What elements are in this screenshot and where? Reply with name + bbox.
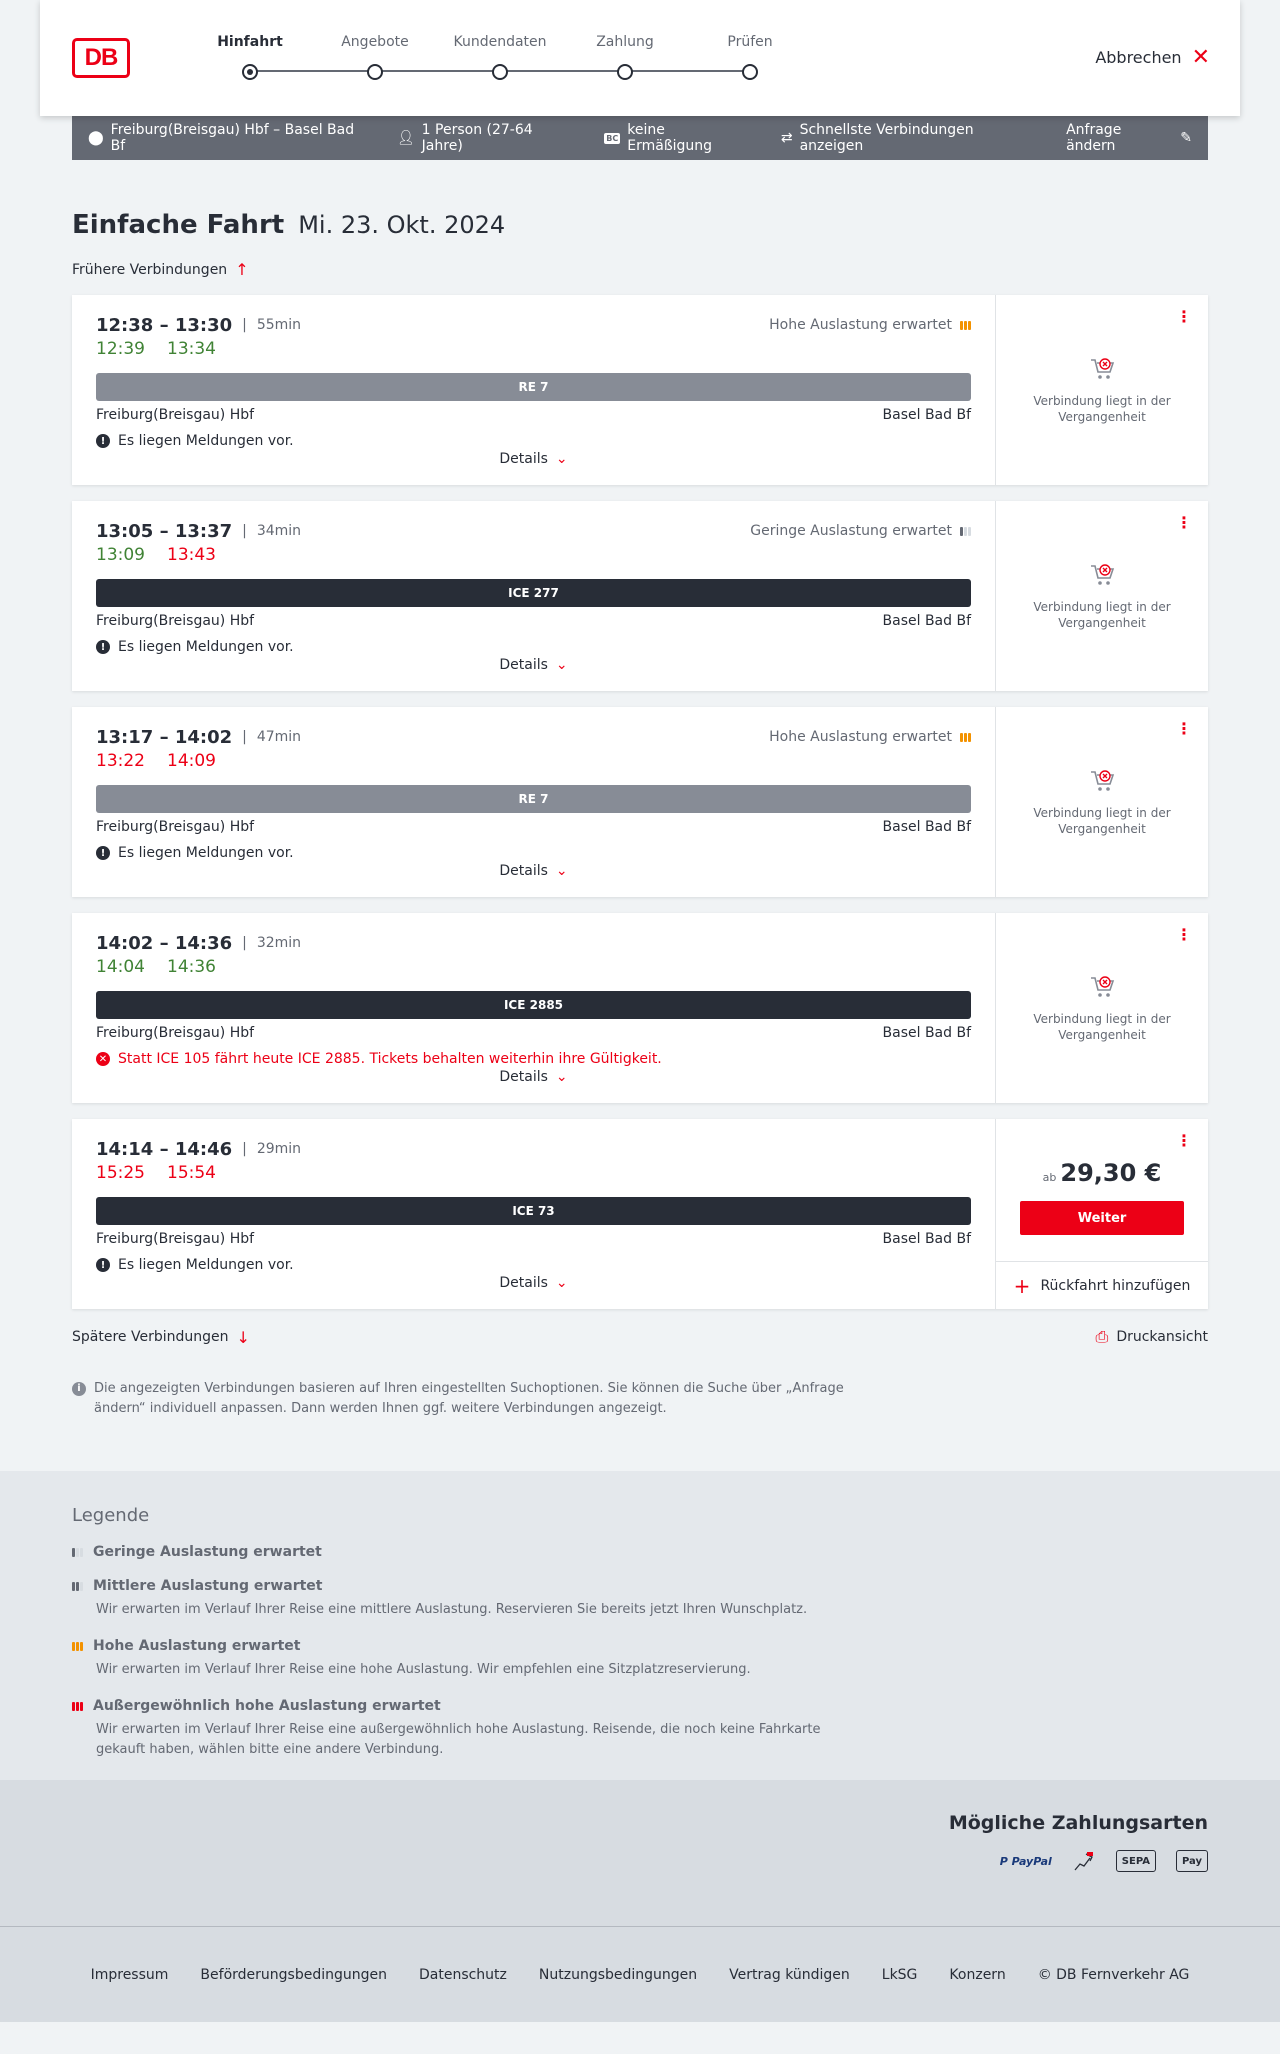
arrow-down-icon: ↓ <box>236 1327 250 1347</box>
legend-item <box>72 1698 1208 1760</box>
step-label: Hinfahrt <box>217 34 283 50</box>
cart-disabled-icon <box>1088 355 1116 383</box>
discount-text: keine Ermäßigung <box>627 122 713 154</box>
later-label: Spätere Verbindungen <box>72 1329 229 1345</box>
high-load-icon <box>960 321 971 330</box>
payment-methods <box>0 1780 1280 1926</box>
connection-card <box>72 501 1208 691</box>
payment-icons <box>72 1850 1208 1872</box>
duration: 55min <box>256 317 302 333</box>
high-load-icon <box>960 733 971 742</box>
chevron-down-icon: ⌄ <box>555 1275 568 1291</box>
from-station: Freiburg(Breisgau) Hbf <box>96 1231 255 1247</box>
step-dot <box>492 64 508 80</box>
footer-link-vertrag-kuendigen[interactable]: Vertrag kündigen <box>729 1966 850 1983</box>
separator: | <box>242 317 247 333</box>
chevron-down-icon: ⌄ <box>555 657 568 673</box>
from-station: Freiburg(Breisgau) Hbf <box>96 819 255 835</box>
details-toggle[interactable] <box>72 451 995 467</box>
step-label: Angebote <box>341 34 409 50</box>
exclamation-icon: ! <box>96 640 110 654</box>
step-dot <box>367 64 383 80</box>
planned-times: 14:14 – 14:46 <box>96 1138 233 1160</box>
header <box>0 0 1280 116</box>
footer-link-befoerderungsbedingungen[interactable]: Beförderungsbedingungen <box>200 1966 387 1983</box>
legend-head <box>72 1544 1208 1560</box>
cart-disabled-icon <box>1088 767 1116 795</box>
step-label: Prüfen <box>727 34 773 50</box>
booking-panel <box>996 707 1208 897</box>
route-info <box>88 122 367 154</box>
exceptional-load-icon <box>72 1702 83 1711</box>
connection-card <box>72 295 1208 485</box>
details-label: Details <box>499 863 548 879</box>
swap-arrows-icon: ⇄ <box>780 130 793 146</box>
location-pin-icon: ⬤ <box>88 130 104 146</box>
printer-icon: ⎙ <box>1095 1327 1109 1346</box>
discount-info <box>604 122 751 154</box>
db-logo[interactable]: DB <box>72 38 130 78</box>
more-options-icon[interactable]: ⋮ <box>1176 1131 1192 1150</box>
chevron-down-icon: ⌄ <box>555 451 568 467</box>
message <box>96 843 971 863</box>
plus-icon: + <box>1013 1273 1031 1298</box>
traveller-text: 1 Person (27-64 Jahre) <box>421 122 533 154</box>
separator: | <box>242 1141 247 1157</box>
footer <box>0 1926 1280 2022</box>
time-row <box>96 1137 971 1161</box>
fastest-info <box>781 122 1036 154</box>
to-station: Basel Bad Bf <box>882 613 971 629</box>
train-bar: ICE 2885 <box>96 991 971 1019</box>
print-view-link[interactable] <box>1096 1327 1208 1347</box>
footer-link-konzern[interactable]: Konzern <box>949 1966 1006 1983</box>
from-station: Freiburg(Breisgau) Hbf <box>96 407 255 423</box>
realtime-departure: 15:25 <box>96 1163 145 1183</box>
connection-card <box>72 1119 1208 1309</box>
realtime-arrival: 13:43 <box>167 545 216 565</box>
header-bar <box>40 0 1240 116</box>
details-toggle[interactable] <box>72 657 995 673</box>
low-load-icon <box>960 527 971 536</box>
message <box>96 637 971 657</box>
separator: | <box>242 523 247 539</box>
booking-panel <box>996 1119 1208 1309</box>
legend-head <box>72 1578 1208 1594</box>
message <box>96 431 971 451</box>
booking-panel <box>996 295 1208 485</box>
connection-card <box>72 913 1208 1103</box>
connection-info <box>72 913 996 1103</box>
step-label: Zahlung <box>596 34 654 50</box>
step-pruefen <box>682 34 818 80</box>
step-label: Kundendaten <box>453 34 547 50</box>
trip-date: Mi. 23. Okt. 2024 <box>298 211 506 239</box>
past-notice <box>996 355 1208 425</box>
exclamation-icon: ! <box>96 1258 110 1272</box>
realtime-arrival: 15:54 <box>167 1163 216 1183</box>
connection-info <box>72 501 996 691</box>
alert-message <box>96 1049 971 1069</box>
details-label: Details <box>499 451 548 467</box>
more-options-icon[interactable]: ⋮ <box>1176 513 1192 532</box>
train-bar: ICE 73 <box>96 1197 971 1225</box>
message-text: Es liegen Meldungen vor. <box>118 433 294 449</box>
legend-head <box>72 1698 1208 1714</box>
page-title <box>72 210 1208 240</box>
footer-link-datenschutz[interactable]: Datenschutz <box>418 1966 507 1983</box>
load-text: Hohe Auslastung erwartet <box>769 317 952 333</box>
load-indicator <box>769 729 971 745</box>
later-connections-link[interactable] <box>72 1327 250 1347</box>
legend-item <box>72 1638 1208 1680</box>
legend-head-text: Außergewöhnlich hohe Auslastung erwartet <box>93 1698 441 1714</box>
realtime-row <box>96 339 971 361</box>
duration: 34min <box>256 523 302 539</box>
legend-title: Legende <box>72 1505 150 1526</box>
realtime-departure: 14:04 <box>96 957 145 977</box>
legend-head-text: Hohe Auslastung erwartet <box>93 1638 301 1654</box>
legend-desc: Wir erwarten im Verlauf Ihrer Reise eine mittlere Auslastung. Reservieren Sie bereits jetzt Ihren Wunschplatz. <box>96 1602 808 1617</box>
planned-times: 13:05 – 13:37 <box>96 520 233 542</box>
load-indicator <box>769 317 971 333</box>
legend-head <box>72 1638 1208 1654</box>
connection-info <box>72 707 996 897</box>
paypal-icon: P PayPal <box>999 1854 1052 1868</box>
payments-title: Mögliche Zahlungsarten <box>948 1812 1208 1834</box>
legend-head-text: Geringe Auslastung erwartet <box>93 1544 322 1560</box>
credit-card-hand-icon <box>1072 1850 1096 1872</box>
abort-label: Abbrechen <box>1095 48 1182 67</box>
exclamation-icon: ! <box>96 846 110 860</box>
return-label: Rückfahrt hinzufügen <box>1040 1277 1191 1294</box>
separator: | <box>242 935 247 951</box>
high-load-icon <box>72 1642 83 1651</box>
details-label: Details <box>499 1275 548 1291</box>
train-bar: RE 7 <box>96 373 971 401</box>
message-text: Statt ICE 105 fährt heute ICE 2885. Tickets behalten weiterhin ihre Gültigkeit. <box>118 1051 662 1067</box>
person-icon: 👤︎ <box>396 130 415 146</box>
price: 29,30 € <box>1060 1159 1162 1187</box>
duration: 29min <box>256 1141 302 1157</box>
fastest-text: Schnellste Verbindungen anzeigen <box>799 122 974 154</box>
pencil-icon: ✎ <box>1180 130 1193 146</box>
price-prefix: ab <box>1042 1171 1057 1184</box>
footer-link-nutzungsbedingungen[interactable]: Nutzungsbedingungen <box>538 1966 698 1983</box>
low-load-icon <box>72 1548 83 1557</box>
details-label: Details <box>499 1069 548 1085</box>
more-options-icon[interactable]: ⋮ <box>1176 307 1192 326</box>
realtime-arrival: 14:36 <box>167 957 216 977</box>
details-toggle[interactable] <box>72 863 995 879</box>
connection-list <box>72 295 1208 1309</box>
legend-desc: Wir erwarten im Verlauf Ihrer Reise eine außergewöhnlich hohe Auslastung. Reisende, die noch keine Fahrkarte gekauft haben, wählen bitte eine andere Verbindung. <box>96 1722 821 1757</box>
step-angebote <box>307 34 443 80</box>
footer-link-lksg[interactable]: LkSG <box>881 1966 918 1983</box>
legend-head-text: Mittlere Auslastung erwartet <box>93 1578 323 1594</box>
from-station: Freiburg(Breisgau) Hbf <box>96 613 255 629</box>
earlier-label: Frühere Verbindungen <box>72 261 228 278</box>
arrow-up-icon: ↑ <box>235 260 249 279</box>
add-return-trip-button[interactable] <box>996 1261 1208 1309</box>
stations <box>96 613 971 633</box>
booking-panel <box>996 501 1208 691</box>
stations <box>96 407 971 427</box>
time-row <box>96 931 971 955</box>
time-row <box>96 725 971 749</box>
train-bar: ICE 277 <box>96 579 971 607</box>
past-text: Verbindung liegt in der Vergangenheit <box>1033 806 1171 836</box>
print-label: Druckansicht <box>1116 1329 1208 1345</box>
message-text: Es liegen Meldungen vor. <box>118 1257 294 1273</box>
legend-desc: Wir erwarten im Verlauf Ihrer Reise eine hohe Auslastung. Wir empfehlen eine Sitzplatzreservierung. <box>96 1662 751 1677</box>
message-text: Es liegen Meldungen vor. <box>118 845 294 861</box>
to-station: Basel Bad Bf <box>882 407 971 423</box>
traveller-info <box>397 122 574 154</box>
cart-disabled-icon <box>1088 973 1116 1001</box>
trip-type: Einfache Fahrt <box>72 210 285 240</box>
close-icon: ✕ <box>1191 44 1210 70</box>
info-icon: i <box>72 1382 86 1396</box>
planned-times: 14:02 – 14:36 <box>96 932 233 954</box>
change-request-button[interactable] <box>1066 122 1192 154</box>
sepa-icon: SEPA <box>1116 1850 1156 1872</box>
apple-pay-icon: Pay <box>1176 1850 1208 1872</box>
train-bar: RE 7 <box>96 785 971 813</box>
from-station: Freiburg(Breisgau) Hbf <box>96 1025 255 1041</box>
message-text: Es liegen Meldungen vor. <box>118 639 294 655</box>
realtime-departure: 13:22 <box>96 751 145 771</box>
past-notice <box>996 561 1208 631</box>
to-station: Basel Bad Bf <box>882 819 971 835</box>
realtime-row <box>96 1163 971 1185</box>
more-options-icon[interactable]: ⋮ <box>1176 719 1192 738</box>
realtime-row <box>96 751 971 773</box>
change-request-label: Anfrage ändern <box>1066 122 1122 154</box>
stations <box>96 1025 971 1045</box>
step-zahlung <box>557 34 693 80</box>
earlier-connections-link[interactable] <box>72 260 1208 279</box>
load-text: Geringe Auslastung erwartet <box>750 523 952 539</box>
step-kundendaten <box>432 34 568 80</box>
to-station: Basel Bad Bf <box>882 1025 971 1041</box>
step-dot <box>742 64 758 80</box>
legend-item <box>72 1544 1208 1560</box>
continue-button[interactable]: Weiter <box>1020 1201 1184 1235</box>
time-row <box>96 313 971 337</box>
bahncard-icon: BC <box>606 133 619 143</box>
note-text: Die angezeigten Verbindungen basieren auf Ihren eingestellten Suchoptionen. Sie können die Suche über „Anfrage ändern“ individuell anpassen. Dann werden Ihnen ggf. weitere Verbindungen angezeigt. <box>94 1381 844 1416</box>
load-text: Hohe Auslastung erwartet <box>769 729 952 745</box>
realtime-arrival: 14:09 <box>167 751 216 771</box>
footer-copyright: © DB Fernverkehr AG <box>1037 1966 1190 1983</box>
list-footer <box>72 1327 1208 1347</box>
step-dot <box>242 64 258 80</box>
progress-stepper <box>182 34 822 84</box>
duration: 47min <box>256 729 302 745</box>
duration: 32min <box>256 935 302 951</box>
realtime-row <box>96 957 971 979</box>
planned-times: 12:38 – 13:30 <box>96 314 233 336</box>
time-row <box>96 519 971 543</box>
main-content <box>72 210 1208 1419</box>
stations <box>96 819 971 839</box>
to-station: Basel Bad Bf <box>882 1231 971 1247</box>
legend-item <box>72 1578 1208 1620</box>
error-x-icon: ✕ <box>96 1052 110 1066</box>
chevron-down-icon: ⌄ <box>555 863 568 879</box>
separator: | <box>242 729 247 745</box>
realtime-arrival: 13:34 <box>167 339 216 359</box>
route-text: Freiburg(Breisgau) Hbf – Basel Bad Bf <box>110 122 355 154</box>
past-text: Verbindung liegt in der Vergangenheit <box>1033 1012 1171 1042</box>
legend <box>0 1471 1280 1780</box>
connection-info <box>72 295 996 485</box>
connection-card <box>72 707 1208 897</box>
cart-disabled-icon <box>1088 561 1116 589</box>
past-text: Verbindung liegt in der Vergangenheit <box>1033 394 1171 424</box>
step-hinfahrt <box>182 34 318 80</box>
load-indicator <box>750 523 971 539</box>
chevron-down-icon: ⌄ <box>555 1069 568 1085</box>
medium-load-icon <box>72 1582 83 1591</box>
realtime-departure: 13:09 <box>96 545 145 565</box>
more-options-icon[interactable]: ⋮ <box>1176 925 1192 944</box>
abort-button[interactable] <box>1095 44 1210 70</box>
connection-info <box>72 1119 996 1309</box>
past-notice <box>996 973 1208 1043</box>
details-toggle[interactable] <box>72 1069 995 1085</box>
info-note <box>72 1379 852 1419</box>
realtime-departure: 12:39 <box>96 339 145 359</box>
footer-link-impressum[interactable]: Impressum <box>90 1966 169 1983</box>
stations <box>96 1231 971 1251</box>
details-toggle[interactable] <box>72 1275 995 1291</box>
past-text: Verbindung liegt in der Vergangenheit <box>1033 600 1171 630</box>
booking-panel <box>996 913 1208 1103</box>
details-label: Details <box>499 657 548 673</box>
past-notice <box>996 767 1208 837</box>
step-dot <box>617 64 633 80</box>
search-summary-bar <box>72 116 1208 160</box>
exclamation-icon: ! <box>96 434 110 448</box>
realtime-row <box>96 545 971 567</box>
message <box>96 1255 971 1275</box>
planned-times: 13:17 – 14:02 <box>96 726 233 748</box>
